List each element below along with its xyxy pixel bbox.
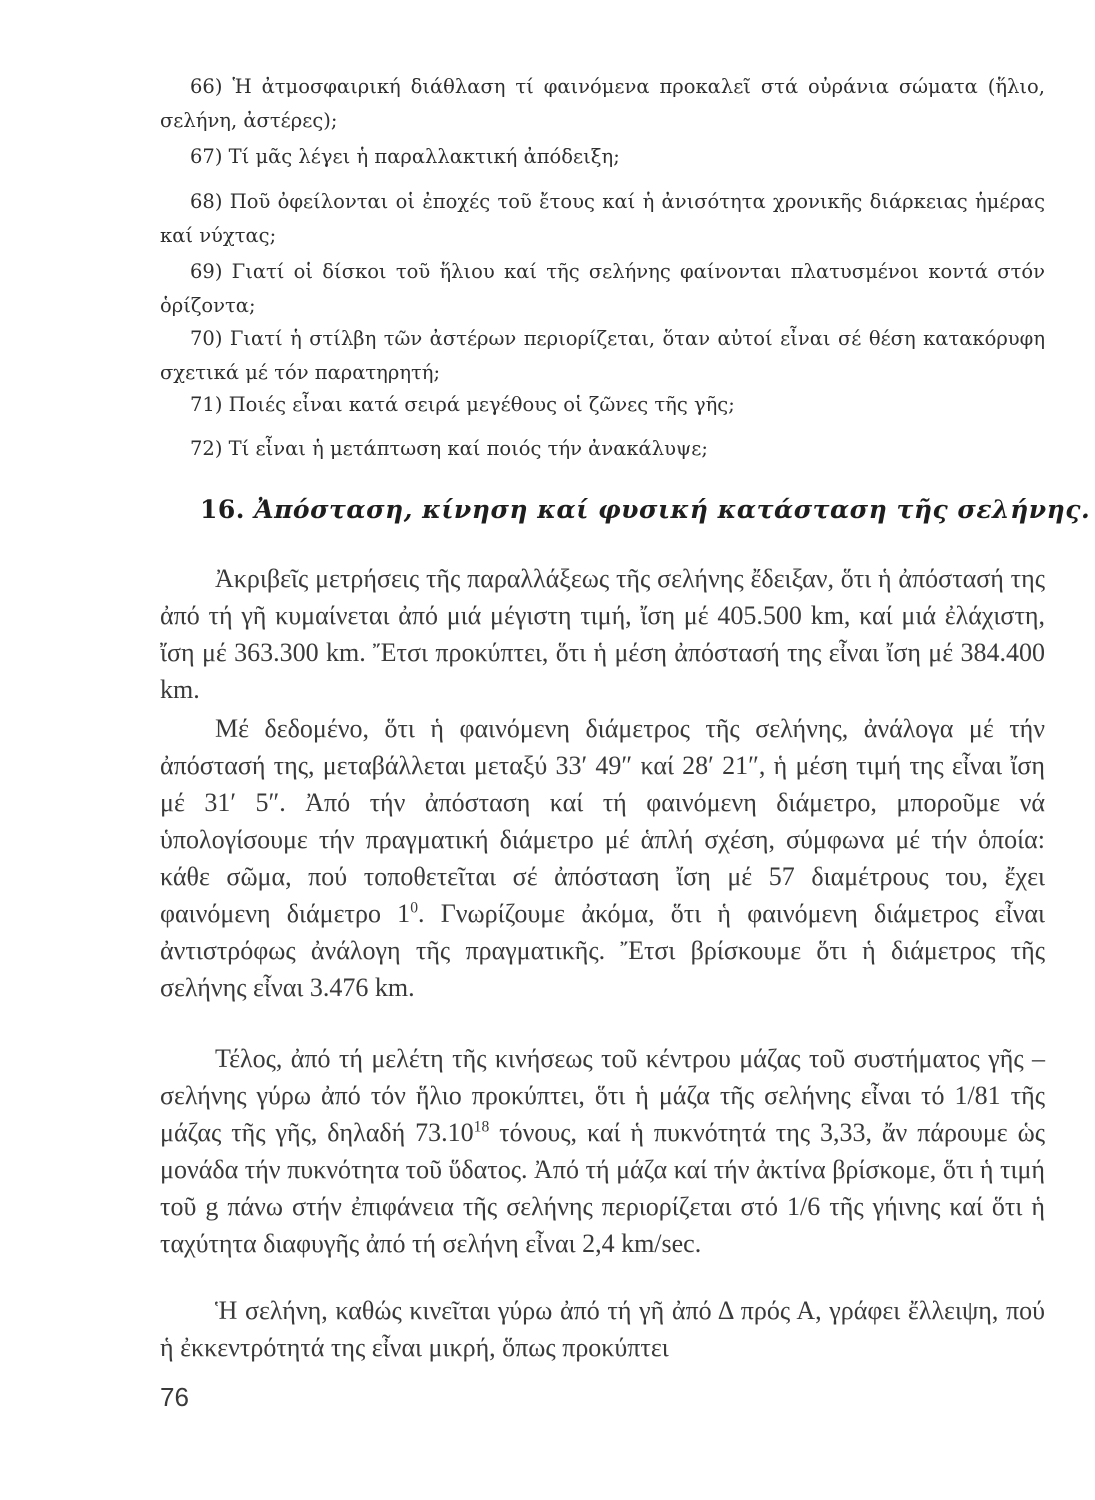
question-68: 68) Ποῦ ὀφείλονται οἱ ἐποχές τοῦ ἔτους καί ἡ ἀνισότητα χρονικῆς διάρκειας ἡμέρας καί νύχτας; bbox=[160, 190, 1045, 247]
paragraph-mass-text-c: τῆς γήινης καί ὅτι ἡ ταχύτητα διαφυγῆς ἀπό τή σελήνη εἶναι 2,4 km/sec. bbox=[160, 1192, 1045, 1258]
paragraph-diameter-text-a: Μέ δεδομένο, ὅτι ἡ φαινόμενη διάμετρος τῆς σελήνης, ἀνάλογα μέ τήν ἀπόστασή της, μεταβάλλεται μεταξύ 33′ 49″ καί 28′ 21″, ἡ μέση τιμή της εἶναι ἴση μέ 31′ 5″. Ἀπό τήν ἀπόσταση καί τή φαινόμενη διάμετρο, μποροῦμε νά ὑπολογίσουμε τήν πραγματική διάμετρο μέ ἁπλή σχέση, σύμφωνα μέ τήν ὁποία: κάθε σῶμα, πού τοποθετεῖται σέ ἀπόσταση ἴση μέ 57 διαμέτρους του, ἔχει φαινόμενη διάμετρο 1 bbox=[160, 714, 1045, 928]
question-69: 69) Γιατί οἱ δίσκοι τοῦ ἥλιου καί τῆς σελήνης φαίνονται πλατυσμένοι κοντά στόν ὁρίζοντα; bbox=[160, 260, 1045, 317]
degree-superscript: 0 bbox=[410, 899, 418, 917]
paragraph-mass-text-b: τόνους, καί ἡ πυκνότητά της 3,33, ἄν πάρουμε ὡς μονάδα τήν πυκνότητα τοῦ ὕδατος. Ἀπό τή μάζα καί τήν ἀκτίνα βρίσκομε, ὅτι ἡ τιμή τοῦ g πάνω στήν ἐπιφάνεια τῆς σελήνης περιορίζεται στό bbox=[160, 1118, 1046, 1221]
section-heading bbox=[200, 490, 1091, 530]
question-66: 66) Ἡ ἀτμοσφαιρική διάθλαση τί φαινόμενα προκαλεῖ στά οὐράνια σώματα (ἥλιο, σελήνη, ἀστέρες); bbox=[160, 75, 1045, 132]
section-number: 16. bbox=[200, 495, 245, 524]
question-70: 70) Γιατί ἡ στίλβη τῶν ἀστέρων περιορίζεται, ὅταν αὐτοί εἶναι σέ θέση κατακόρυφη σχετικά μέ τόν παρατηρητή; bbox=[160, 327, 1045, 384]
question-67: 67) Τί μᾶς λέγει ἡ παραλλακτική ἀπόδειξη; bbox=[190, 145, 620, 168]
paragraph-distance: Ἀκριβεῖς μετρήσεις τῆς παραλλάξεως τῆς σελήνης ἔδειξαν, ὅτι ἡ ἀπόστασή της ἀπό τή γῆ κυμαίνεται ἀπό μιά μέγιστη τιμή, ἴση μέ 405.500 km, καί μιά ἐλάχιστη, ἴση μέ 363.300 km. Ἔτσι προκύπτει, ὅτι ἡ μέση ἀπόστασή της εἶναι ἴση μέ 384.400 km. bbox=[160, 564, 1045, 704]
paragraph-mass-text-a: Τέλος, ἀπό τή μελέτη τῆς κινήσεως τοῦ κέντρου μάζας τοῦ συστήματος γῆς – σελήνης γύρω ἀπό τόν ἥλιο προκύπτει, ὅτι ἡ μάζα τῆς σελήνης εἶναι τό 1/81 τῆς μάζας τῆς γῆς, δηλαδή 73.10 bbox=[160, 1044, 1045, 1147]
paragraph-orbit: Ἡ σελήνη, καθώς κινεῖται γύρω ἀπό τή γῆ ἀπό Δ πρός Α, γράφει ἔλλειψη, πού ἡ ἐκκεντρότητά της εἶναι μικρή, ὅπως προκύπτει bbox=[160, 1296, 1045, 1362]
gravity-fraction: 1/6 bbox=[787, 1192, 821, 1221]
question-72: 72) Τί εἶναι ἡ μετάπτωση καί ποιός τήν ἀνακάλυψε; bbox=[190, 437, 708, 460]
section-title: Ἀπόσταση, κίνηση καί φυσική κατάσταση τῆς σελήνης. bbox=[254, 495, 1091, 524]
paragraph-mass bbox=[160, 1040, 1045, 1262]
question-71: 71) Ποιές εἶναι κατά σειρά μεγέθους οἱ ζῶνες τῆς γῆς; bbox=[190, 393, 735, 416]
exponent-superscript: 18 bbox=[473, 1118, 490, 1136]
paragraph-diameter-text-b: . Γνωρίζουμε ἀκόμα, ὅτι ἡ φαινόμενη διάμετρος εἶναι ἀντιστρόφως ἀνάλογη τῆς πραγματικῆς. Ἔτσι βρίσκουμε ὅτι ἡ διάμετρος τῆς σελήνης εἶναι 3.476 km. bbox=[160, 899, 1045, 1002]
page-number: 76 bbox=[160, 1382, 189, 1412]
paragraph-diameter bbox=[160, 710, 1045, 1006]
